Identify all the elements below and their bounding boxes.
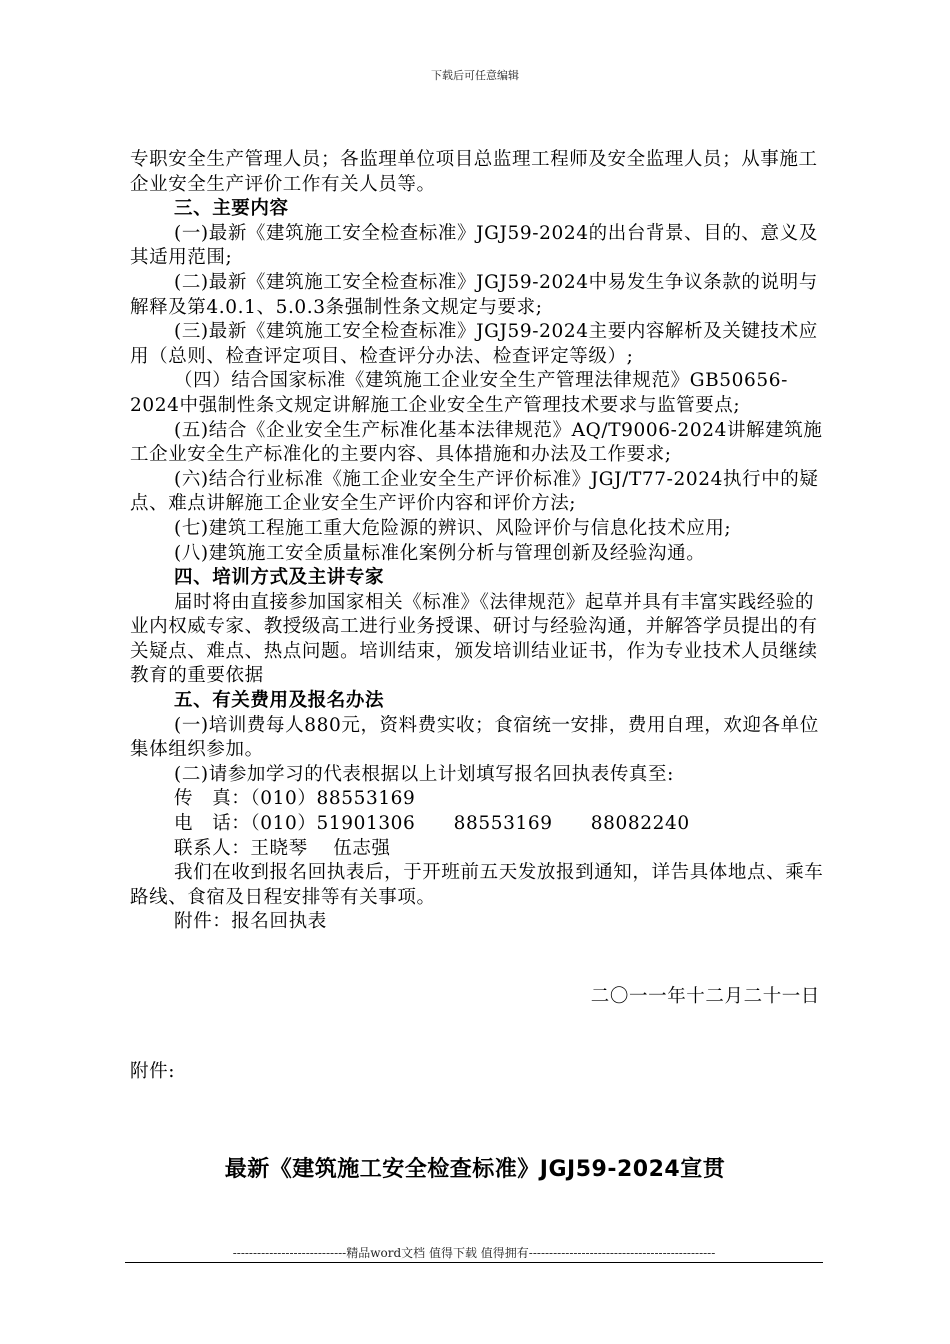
paragraph: 届时将由直接参加国家相关《标准》《法律规范》起草并具有丰富实践经验的业内权威专家、教授级高工进行业务授课、研讨与经验沟通，并解答学员提出的有关疑点、难点、热点问题。培训结束，颁发培训结业证书，作为专业技术人员继续教育的重要依据 bbox=[130, 591, 818, 687]
paragraph: （四）结合国家标准《建筑施工企业安全生产管理法律规范》GB50656-2024中强制性条文规定讲解施工企业安全生产管理技术要求与监管要点; bbox=[130, 370, 788, 416]
paragraph: (六)结合行业标准《施工企业安全生产评价标准》JGJ/T77-2024执行中的疑点、难点讲解施工企业安全生产评价内容和评价方法; bbox=[130, 468, 819, 515]
paragraph: 传 真：（010）88553169 bbox=[174, 788, 416, 810]
paragraph: 联系人：王晓琴 伍志强 bbox=[174, 837, 391, 859]
paragraph: (五)结合《企业安全生产标准化基本法律规范》AQ/T9006-2024讲解建筑施工企业安全生产标准化的主要内容、具体措施和办法及工作要求; bbox=[130, 419, 823, 466]
page-footer: ----------------------------精品word文档 值得下载 值得拥有---------------------------------------------- bbox=[232, 1246, 716, 1260]
footer-divider bbox=[125, 1262, 823, 1263]
section-heading: 四、培训方式及主讲专家 bbox=[174, 567, 385, 589]
paragraph: (三)最新《建筑施工安全检查标准》JGJ59-2024主要内容解析及关键技术应用（总则、检查评定项目、检查评分办法、检查评定等级）; bbox=[130, 321, 818, 367]
section-heading: 三、主要内容 bbox=[174, 198, 289, 220]
attachment-label: 附件: bbox=[130, 1060, 176, 1082]
paragraph: (一)培训费每人880元，资料费实收；食宿统一安排，费用自理，欢迎各单位集体组织参加。 bbox=[130, 714, 819, 761]
attachment-title: 最新《建筑施工安全检查标准》JGJ59-2024宣贯 bbox=[224, 1157, 726, 1182]
document-date: 二〇一一年十二月二十一日 bbox=[590, 986, 820, 1007]
section-heading: 五、有关费用及报名办法 bbox=[174, 690, 385, 712]
page-header: 下载后可任意编辑 bbox=[431, 69, 519, 82]
paragraph: (八)建筑施工安全质量标准化案例分析与管理创新及经验沟通。 bbox=[174, 542, 706, 564]
paragraph: 电 话：（010）51901306 88553169 88082240 bbox=[174, 813, 690, 835]
paragraph: (一)最新《建筑施工安全检查标准》JGJ59-2024的出台背景、目的、意义及其适用范围; bbox=[130, 222, 818, 269]
paragraph: 我们在收到报名回执表后，于开班前五天发放报到通知，详告具体地点、乘车路线、食宿及日程安排等有关事项。 bbox=[130, 862, 824, 908]
paragraph-list bbox=[130, 148, 830, 935]
paragraph: 专职安全生产管理人员；各监理单位项目总监理工程师及安全监理人员；从事施工企业安全生产评价工作有关人员等。 bbox=[130, 149, 818, 195]
paragraph: 附件：报名回执表 bbox=[174, 911, 327, 933]
paragraph: (二)请参加学习的代表根据以上计划填写报名回执表传真至: bbox=[174, 763, 674, 785]
document-body bbox=[130, 148, 830, 1084]
paragraph: (七)建筑工程施工重大危险源的辨识、风险评价与信息化技术应用; bbox=[174, 517, 732, 539]
paragraph: (二)最新《建筑施工安全检查标准》JGJ59-2024中易发生争议条款的说明与解释及第4.0.1、5.0.3条强制性条文规定与要求; bbox=[130, 271, 818, 318]
